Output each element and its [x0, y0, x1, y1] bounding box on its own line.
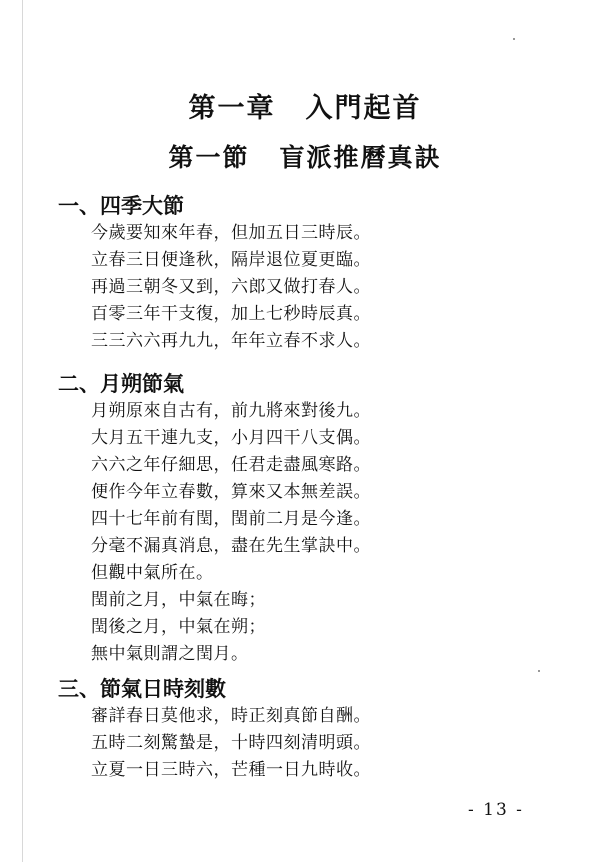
verse-line: 立春三日便逢秋，隔岸退位夏更臨。	[91, 250, 371, 270]
section-title	[0, 138, 610, 174]
heading-four-seasons: 一、四季大節	[58, 194, 184, 218]
heading-lunar-terms: 二、月朔節氣	[58, 372, 184, 396]
verse-block-term-hours	[91, 703, 371, 784]
scan-speck	[513, 38, 515, 40]
chapter-number: 第一章	[188, 93, 276, 124]
heading-term-hours: 三、節氣日時刻數	[58, 677, 226, 701]
section-number: 第一節	[168, 143, 250, 172]
verse-line: 便作今年立春數，算來又本無差誤。	[91, 482, 371, 502]
page-number: - 13 -	[468, 800, 524, 820]
verse-line: 閏前之月，中氣在晦；	[91, 590, 266, 610]
verse-line: 月朔原來自古有，前九將來對後九。	[91, 401, 371, 421]
chapter-title	[0, 86, 610, 125]
verse-line: 無中氣則謂之閏月。	[91, 644, 249, 664]
chapter-name: 入門起首	[305, 93, 422, 124]
verse-line: 四十七年前有閏，閏前二月是今逢。	[91, 509, 371, 529]
verse-block-four-seasons	[91, 220, 371, 355]
verse-block-lunar-terms	[91, 398, 371, 668]
section-name: 盲派推曆真訣	[279, 143, 442, 172]
verse-line: 三三六六再九九，年年立春不求人。	[91, 331, 371, 351]
verse-line: 但觀中氣所在。	[91, 563, 214, 583]
verse-line: 五時二刻驚蟄是，十時四刻清明頭。	[91, 733, 371, 753]
verse-line: 六六之年仔細思，任君走盡風寒路。	[91, 455, 371, 475]
verse-line: 再過三朝冬又到，六郎又做打春人。	[91, 277, 371, 297]
verse-line: 審詳春日莫他求，時正刻真節自酬。	[91, 706, 371, 726]
verse-line: 分毫不漏真消息，盡在先生掌訣中。	[91, 536, 371, 556]
verse-line: 百零三年干支復，加上七秒時辰真。	[91, 304, 371, 324]
verse-line: 大月五干連九支，小月四干八支偶。	[91, 428, 371, 448]
scan-speck	[538, 670, 540, 672]
verse-line: 今歲要知來年春，但加五日三時辰。	[91, 223, 371, 243]
verse-line: 閏後之月，中氣在朔；	[91, 617, 266, 637]
verse-line: 立夏一日三時六，芒種一日九時收。	[91, 760, 371, 780]
